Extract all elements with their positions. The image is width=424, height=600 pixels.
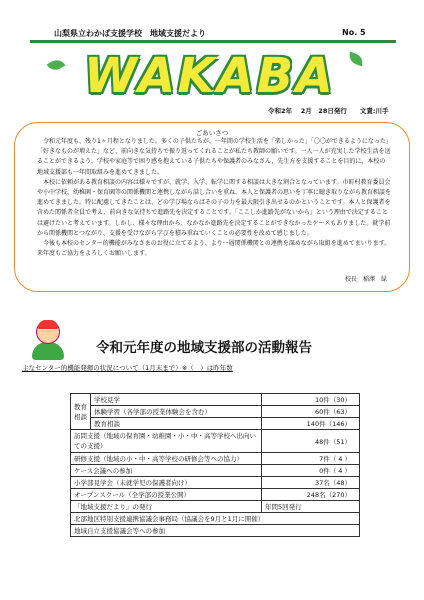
table-row: [71, 394, 360, 406]
table-row: [71, 489, 360, 501]
logo-letter: A: [216, 48, 255, 104]
section-title: 令和元年度の地域支援部の活動報告: [96, 340, 312, 356]
newsletter-header: [30, 24, 396, 116]
wakaba-logo: [84, 48, 334, 104]
greeting-paragraph: 本校に依頼がある教育相談の内容は様々ですが、就学、入学、転学に関する相談は大きな割合となっています。市町村教育委員会や小中学校、幼稚園・保育園等の関係機関と連携しながら話し合いを重ね、本人と保護者の思いを丁寧に聴き取りながら教育相談を進めてきました。特に配慮してきたことは、どの学び場ならばその子の力を最大限引き出せるのかということです。本人と保護者を含めた関係者全員で考え、前向きな気持ちで進路先を決定することです。「ここしか進路先がないから」という理由で決定することは避けたいと考えています。しかし、様々な理由から、なかなか進路先を決定することができなかったケースもありました。就学前から関係機関とつながり、支援を受けながら学びを積み重ねていくことの必要性を改めて感じました。: [37, 178, 392, 237]
table-row: [71, 525, 360, 537]
mascot-illustration: [28, 320, 68, 362]
activity-value: 0件（ 4 ）: [262, 465, 360, 477]
activity-label: 体験学習（各学部の授業体験会を含む）: [91, 406, 262, 418]
logo-letter: B: [256, 48, 294, 104]
activity-label: 研修支援（地域の小・中・高等学校の研修会等への協力）: [71, 453, 262, 465]
table-row: [71, 430, 360, 453]
school-name: 山梨県立わかば支援学校 地域支援だより: [54, 29, 206, 38]
issue-date: 令和2年 2月 28日発行 文責:川手: [268, 107, 389, 115]
activity-label: ケース会議への参加: [71, 465, 262, 477]
activity-value: 10件（30）: [262, 394, 360, 406]
greeting-title: ごあいさつ: [195, 129, 229, 137]
logo-letter: W: [84, 48, 137, 104]
activity-value: 140件（146）: [262, 418, 360, 430]
activity-value: 年間5回発行: [262, 501, 360, 513]
logo-letter: A: [138, 48, 176, 104]
greeting-box: [14, 122, 410, 292]
greeting-body: [37, 137, 391, 259]
logo-letter: A: [295, 48, 333, 104]
activity-label: 小学部見学会（未就学児の保護者向け）: [71, 477, 262, 489]
table-row: [71, 453, 360, 465]
greeting-paragraph: 今後も本校のセンター的機能がみなさまのお役に立てるよう、より一層関係機関との連携を深めながら取組を進めてまいります。来年度もご協力をよろしくお願いします。: [37, 240, 391, 258]
activity-value: 48件（51）: [262, 430, 360, 453]
activity-label: 地域自立支援協議会等への参加: [71, 525, 360, 537]
section-subtitle: 主なセンター的機能発揮の状況について（1月末まで）※（ ）は昨年数: [22, 364, 233, 372]
activity-label: 教育相談: [91, 418, 262, 430]
activity-label: 北部地区特別支援連携協議会事務局（協議会を9月と1月に開催）: [71, 513, 360, 525]
activity-value: 37名（48）: [262, 477, 360, 489]
table-row: [71, 513, 360, 525]
activity-value: 7件（ 4 ）: [262, 453, 360, 465]
table-row: [71, 501, 360, 513]
mascot-hair: [38, 320, 58, 329]
leaf-icon: [347, 52, 365, 67]
table-row: [71, 418, 360, 430]
banner-line: [30, 40, 396, 43]
principal-signature: 校長 稲澤 緑: [344, 276, 387, 283]
activity-label: 「地域支援だより」の発行: [71, 501, 262, 513]
issue-number: No. 5: [342, 28, 366, 37]
activity-value: 60件（63）: [262, 406, 360, 418]
table-row: [71, 477, 360, 489]
leaf-icon: [47, 57, 66, 74]
activities-table: [70, 393, 360, 537]
greeting-paragraph: 令和元年度も、残り1ヶ月程となりました。多くの子供たちが、一年間の学校生活を「楽しかった」「〇〇ができるようになった」「好きなものが増えた」など、前向きな気持ちで振り返ってくれることが私たち教師の願いです。一人一人が充実した学校生活を送ることができるよう、学校や家庭等で困り感を抱えている子供たちや保護者のみなさん、先生方を支援することを目的に、本校の地域支援部も一年間取組みを進めてきました。: [37, 138, 391, 176]
activity-label: 訪問支援（地域の保育園・幼稚園・小・中・高等学校へ出向いての支援）: [71, 430, 262, 453]
group-label-cell: 教育相談: [71, 394, 91, 430]
table-row: [71, 406, 360, 418]
activity-label: 学校見学: [91, 394, 262, 406]
activity-label: オープンスクール（全学部の授業公開）: [71, 489, 262, 501]
activity-value: 248名（270）: [262, 489, 360, 501]
mascot-body: [32, 342, 64, 360]
logo-letter: K: [177, 48, 215, 104]
table-row: [71, 465, 360, 477]
